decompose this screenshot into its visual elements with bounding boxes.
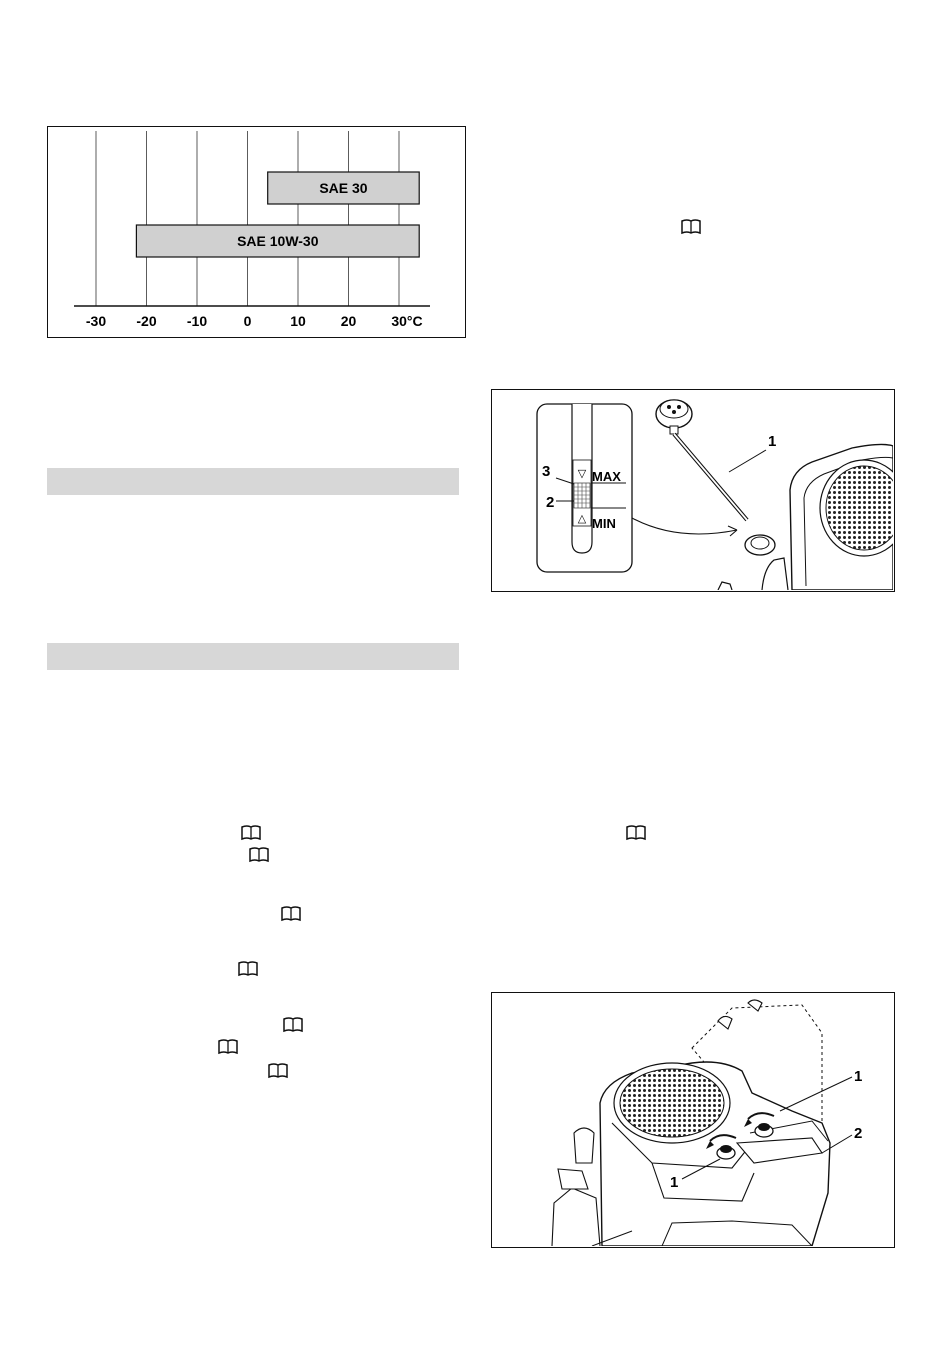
dipstick-drawing: [656, 400, 747, 520]
tick-label: -20: [136, 313, 157, 329]
callout-3: 3: [542, 463, 551, 480]
callout-2: 2: [546, 494, 555, 511]
tick-label: -10: [186, 313, 208, 329]
viscosity-bar-label: SAE 10W-30: [237, 233, 319, 249]
book-icon: [237, 960, 259, 982]
section-heading-bar: [47, 468, 459, 495]
callout-1-lower: 1: [670, 1174, 679, 1191]
book-icon: [282, 1016, 304, 1038]
tick-label: -30: [85, 313, 107, 329]
viscosity-bar-label: SAE 30: [319, 180, 368, 196]
min-label: MIN: [592, 516, 616, 531]
section-heading-bar: [47, 643, 459, 670]
book-icon: [240, 824, 262, 846]
callout-1: 1: [768, 433, 777, 450]
tick-label: 30°C: [391, 313, 423, 329]
engine-body-drawing: [552, 1062, 830, 1246]
tick-label: 0: [243, 313, 252, 329]
svg-text:▽: ▽: [577, 468, 587, 480]
callout-2: 2: [854, 1125, 863, 1142]
svg-text:△: △: [577, 513, 587, 525]
viscosity-chart-frame: [47, 126, 466, 338]
book-icon: [625, 824, 647, 846]
max-label: MAX: [592, 469, 621, 484]
air-filter-figure: [491, 992, 895, 1248]
book-icon: [217, 1038, 239, 1060]
book-icon: [267, 1062, 289, 1084]
callout-1-upper: 1: [854, 1068, 863, 1085]
tick-label: 10: [290, 313, 306, 329]
book-icon: [248, 846, 270, 868]
dipstick-figure: [491, 389, 895, 592]
viscosity-chart: [48, 127, 464, 336]
tick-label: 20: [340, 313, 357, 329]
book-icon: [280, 905, 302, 927]
crosshatch-level-zone: [574, 483, 590, 508]
book-icon: [680, 218, 702, 240]
